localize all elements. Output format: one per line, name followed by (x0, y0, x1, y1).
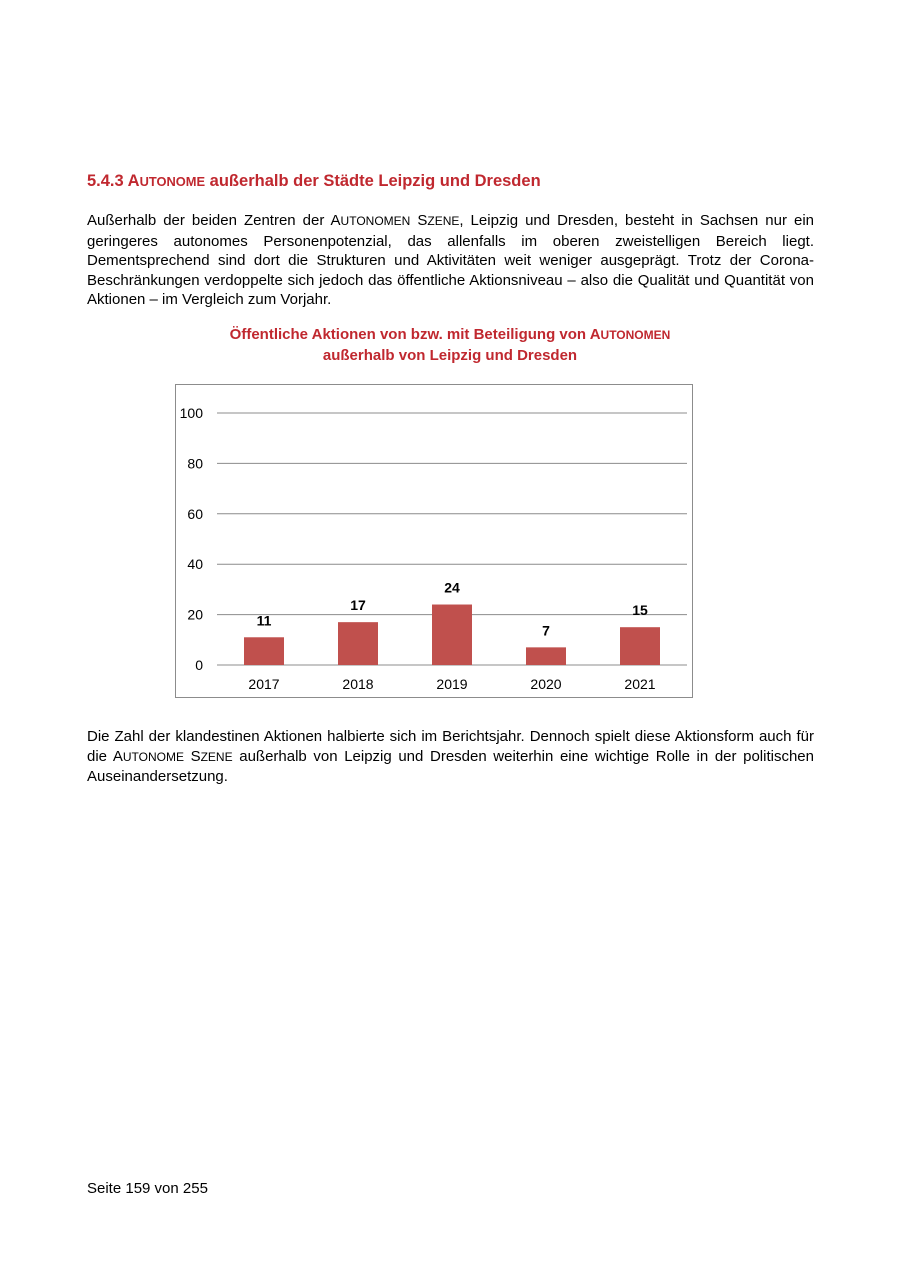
chart-canvas (176, 385, 692, 697)
small-caps-initial: A (112, 747, 123, 765)
chart-title-line-2: außerhalb von Leipzig und Dresden (322, 346, 578, 364)
x-tick-label: 2021 (624, 676, 656, 692)
page-footer: Seite 159 von 255 (87, 1180, 208, 1197)
y-tick-label: 40 (187, 556, 203, 573)
small-caps-rest: ZENE (200, 749, 233, 764)
y-tick-label: 20 (187, 606, 203, 623)
small-caps-initial: A (330, 212, 341, 229)
y-tick-label: 80 (187, 455, 203, 472)
y-tick-label: 0 (195, 657, 203, 673)
data-label: 11 (256, 612, 272, 629)
text-run: Die Zahl der klandestinen Aktionen halbierte sich im Berichtsjahr. Dennoch spielt diese Aktionsform auch für die (87, 728, 814, 765)
intro-paragraph (87, 211, 814, 310)
small-caps-rest: UTONOMEN (600, 328, 671, 342)
small-caps-initial: A (127, 172, 140, 190)
text-run: , Leipzig und Dresden, besteht in Sachsen nur ein geringeres autonomes Personenpotenzial, das allenfalls im oberen zweistelligen Bereich liegt. Dementsprechend sind dort die Strukturen und Aktivitäten weit weniger ausgeprägt. Trotz der Corona-Beschränkungen verdoppelte sich jedoch das öffentliche Aktionsniveau – also die Qualität und Quantität von Aktionen – im Vergleich zum Vorjahr. (87, 212, 814, 308)
section-heading (87, 172, 541, 191)
bar-chart (175, 384, 693, 698)
text-run: Außerhalb der beiden Zentren der (87, 212, 331, 229)
bar (620, 627, 660, 665)
bar (244, 637, 284, 665)
data-label: 17 (350, 597, 366, 614)
small-caps-initial: A (589, 326, 601, 343)
x-tick-label: 2019 (436, 676, 468, 692)
data-label: 7 (542, 622, 550, 639)
heading-rest: außerhalb der Städte Leipzig und Dresden (205, 172, 541, 190)
text-run: Öffentliche Aktionen von bzw. mit Beteiligung von (229, 326, 590, 343)
data-label: 15 (632, 602, 648, 619)
x-tick-label: 2020 (530, 676, 562, 692)
bar (432, 605, 472, 665)
small-caps-initial: S (190, 747, 201, 765)
small-caps-rest: UTONOME (139, 174, 206, 189)
y-tick-label: 100 (179, 405, 203, 421)
small-caps-rest: UTONOMEN (340, 214, 411, 228)
y-tick-label: 60 (187, 505, 203, 522)
bar (526, 647, 566, 665)
x-tick-label: 2018 (342, 676, 374, 692)
space (184, 748, 191, 765)
closing-paragraph (87, 727, 814, 787)
small-caps-rest: UTONOME (122, 749, 184, 764)
section-number: 5.4.3 (87, 172, 128, 190)
small-caps-rest: ZENE (427, 214, 460, 228)
x-tick-label: 2017 (248, 676, 280, 692)
data-label: 24 (444, 579, 460, 596)
chart-title-line-1 (150, 325, 750, 346)
small-caps-initial: S (417, 212, 428, 229)
text-run: außerhalb von Leipzig und Dresden weiterhin eine wichtige Rolle in der politischen Auseinandersetzung. (87, 747, 814, 785)
chart-title (150, 325, 750, 365)
bar (338, 622, 378, 665)
